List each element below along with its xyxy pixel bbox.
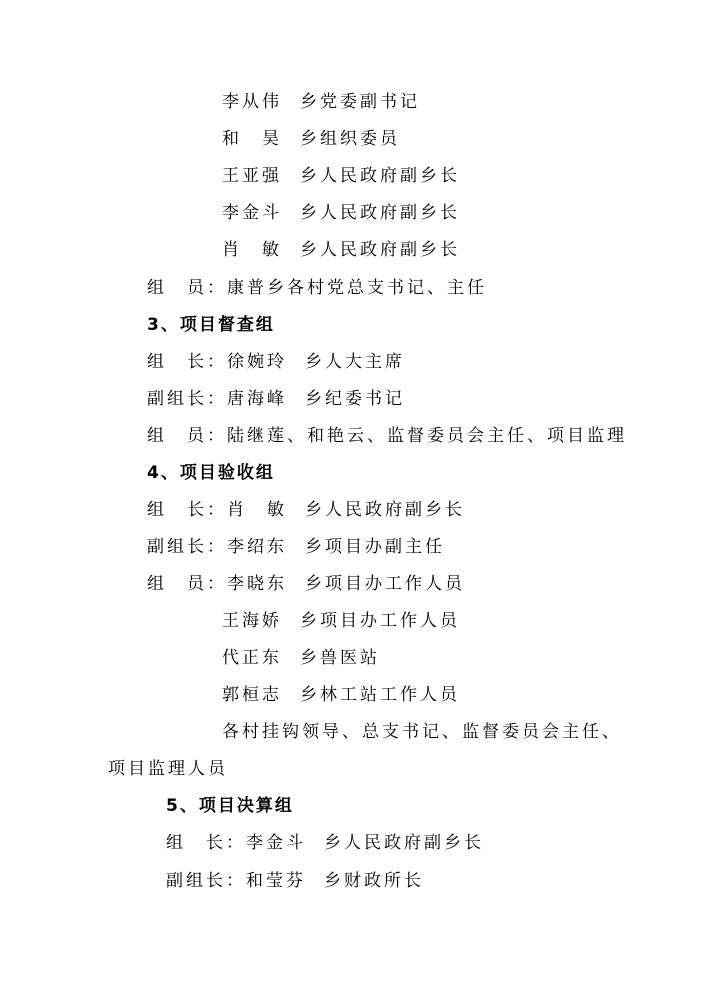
deputy-leader-line [147,539,445,556]
member-line [222,650,380,667]
deputy-leader-line [166,873,424,890]
role-label: 组 员： [147,574,227,594]
member-line [222,242,460,259]
member-title: 乡人大主席 [305,352,405,372]
member-name: 李金斗 [246,833,306,853]
members-line: 组 员：陆继莲、和艳云、监督委员会主任、项目监理 [147,426,627,446]
role-label: 副组长： [147,537,227,557]
member-title: 乡纪委书记 [305,389,405,409]
member-line [222,687,460,704]
section-heading-4: 4、项目验收组 [147,463,275,483]
member-line [222,168,460,185]
member-title: 乡项目办副主任 [305,537,445,557]
member-name: 肖 敏 [227,500,287,520]
member-name: 郭桓志 [222,685,282,705]
member-name: 李绍东 [227,537,287,557]
section-heading-3: 3、项目督查组 [147,315,275,335]
member-name: 李金斗 [222,203,282,223]
role-label: 副组长： [166,871,246,891]
leader-line [147,354,405,371]
member-title: 乡人民政府副乡长 [300,166,460,186]
member-title: 乡党委副书记 [300,92,420,112]
member-name: 徐婉玲 [227,352,287,372]
member-title: 乡财政所长 [324,871,424,891]
member-title: 乡项目办工作人员 [305,574,465,594]
role-label: 组 长： [147,352,227,372]
member-title: 乡项目办工作人员 [300,611,460,631]
member-name: 唐海峰 [227,389,287,409]
member-line [222,205,460,222]
members-line-continuation: 项目监理人员 [108,759,228,779]
member-line [222,131,400,148]
member-title: 乡组织委员 [300,129,400,149]
member-name: 李晓东 [227,574,287,594]
member-title: 乡人民政府副乡长 [300,240,460,260]
members-line: 各村挂钩领导、总支书记、监督委员会主任、 [222,722,622,742]
member-title: 乡人民政府副乡长 [305,500,465,520]
member-line [222,613,460,630]
member-name: 王海娇 [222,611,282,631]
leader-line [147,502,465,519]
role-label: 组 长： [147,500,227,520]
member-name: 代正东 [222,648,282,668]
members-line [147,576,465,593]
member-name: 李从伟 [222,92,282,112]
member-title: 乡兽医站 [300,648,380,668]
member-title: 乡人民政府副乡长 [324,833,484,853]
member-title: 乡人民政府副乡长 [300,203,460,223]
deputy-leader-line [147,391,405,408]
member-title: 乡林工站工作人员 [300,685,460,705]
members-line: 组 员：康普乡各村党总支书记、主任 [147,278,487,298]
member-name: 肖 敏 [222,240,282,260]
role-label: 组 长： [166,833,246,853]
member-line [222,94,420,111]
role-label: 副组长： [147,389,227,409]
section-heading-5: 5、项目决算组 [166,796,294,816]
leader-line [166,835,484,852]
member-name: 王亚强 [222,166,282,186]
member-name: 和莹芬 [246,871,306,891]
member-name: 和 昊 [222,129,282,149]
